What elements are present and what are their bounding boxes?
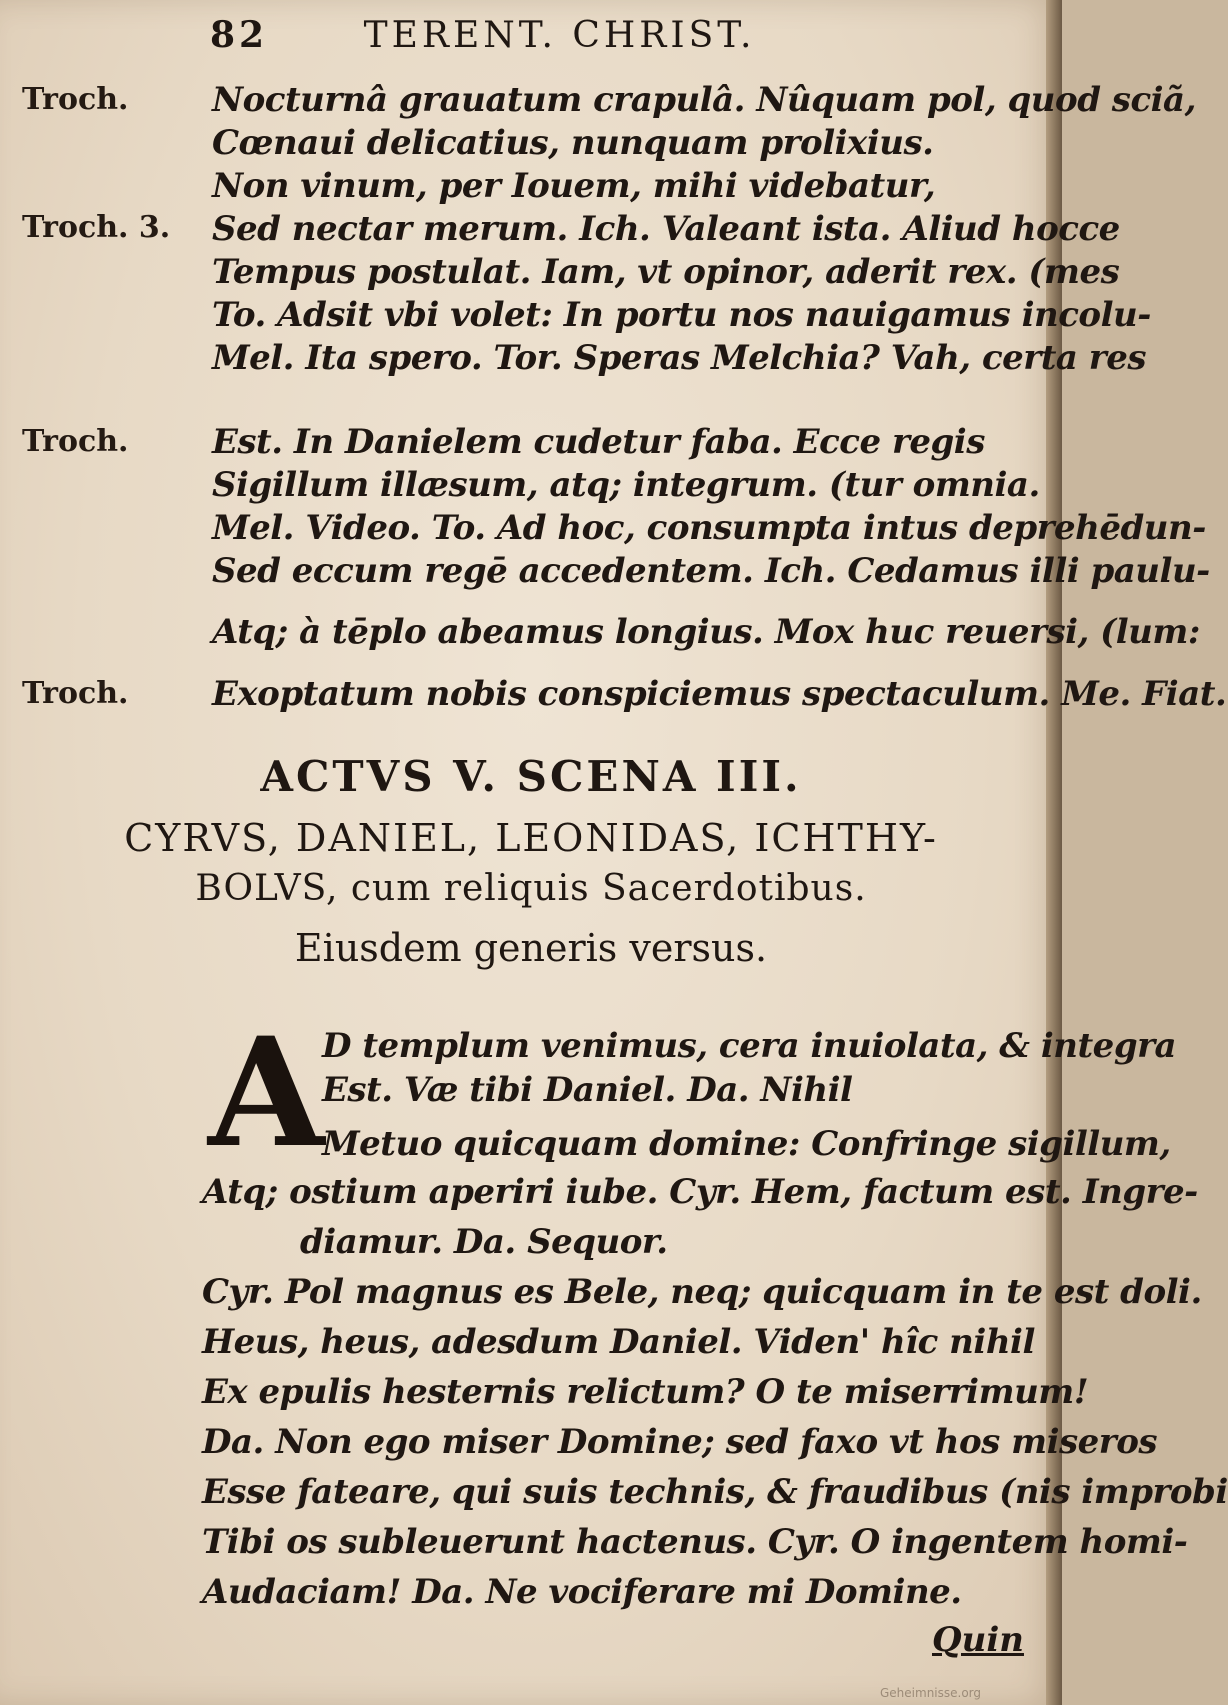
- verse-line: Est. Væ tibi Daniel. Da. Nihil: [322, 1070, 853, 1110]
- verse-line: Cœnaui delicatius, nunquam prolixius.: [212, 123, 934, 163]
- act-scene-title: ACTVS V. SCENA III.: [260, 752, 802, 801]
- margin-note: Troch. 3.: [22, 210, 171, 245]
- running-header: [210, 14, 850, 56]
- verse-line: diamur. Da. Sequor.: [300, 1222, 668, 1262]
- verse-line: Sigillum illæsum, atq; integrum. (tur omnia.: [212, 465, 1040, 505]
- drop-cap-initial: A: [208, 1005, 325, 1181]
- verse-line: Mel. Ita spero. Tor. Speras Melchia? Vah, certa res: [212, 338, 1146, 378]
- verse-line: Cyr. Pol magnus es Bele, neq; quicquam in te est doli.: [202, 1272, 1202, 1312]
- verse-line: Audaciam! Da. Ne vociferare mi Domine.: [202, 1572, 962, 1612]
- verse-line: Est. In Danielem cudetur faba. Ecce regis: [212, 422, 985, 462]
- verse-line: Mel. Video. To. Ad hoc, consumpta intus deprehēdun-: [212, 508, 1206, 548]
- dramatis-personae-line-1: CYRVS, DANIEL, LEONIDAS, ICHTHY-: [124, 816, 938, 860]
- verse-line: Atq; à tēplo abeamus longius. Mox huc reuersi, (lum:: [212, 612, 1200, 652]
- library-watermark: Geheimnisse.org: [880, 1686, 982, 1700]
- verse-line: Exoptatum nobis conspiciemus spectaculum. Me. Fiat.: [212, 674, 1227, 714]
- verse-meter-note: Eiusdem generis versus.: [294, 926, 768, 970]
- running-title: TERENT. CHRIST.: [363, 15, 756, 56]
- margin-note: Troch.: [22, 82, 129, 117]
- verse-line: D templum venimus, cera inuiolata, & integra: [322, 1026, 1177, 1066]
- margin-note: Troch.: [22, 424, 129, 459]
- page-number: 82: [210, 14, 269, 56]
- catchword: Quin: [932, 1620, 1024, 1660]
- verse-line: Heus, heus, adesdum Daniel. Viden' hîc nihil: [202, 1322, 1035, 1362]
- verse-line: Nocturnâ grauatum crapulâ. Nûquam pol, quod sciã,: [212, 80, 1196, 120]
- verse-line: Ex epulis hesternis relictum? O te miserrimum!: [202, 1372, 1089, 1412]
- verse-line: Tempus postulat. Iam, vt opinor, aderit rex. (mes: [212, 252, 1120, 292]
- verse-line: Non vinum, per Iouem, mihi videbatur,: [212, 166, 936, 206]
- verse-line: Sed eccum regē accedentem. Ich. Cedamus illi paulu-: [212, 551, 1210, 591]
- verse-line: Esse fateare, qui suis technis, & fraudibus (nis improbi: [202, 1472, 1228, 1512]
- verse-line: Metuo quicquam domine: Confringe sigillum,: [322, 1124, 1171, 1164]
- dramatis-personae-line-2: BOLVS, cum reliquis Sacerdotibus.: [195, 868, 867, 909]
- verse-line: To. Adsit vbi volet: In portu nos nauigamus incolu-: [212, 295, 1151, 335]
- verse-line: Atq; ostium aperiri iube. Cyr. Hem, factum est. Ingre-: [202, 1172, 1198, 1212]
- verse-line: Sed nectar merum. Ich. Valeant ista. Aliud hocce: [212, 209, 1120, 249]
- verse-line: Tibi os subleuerunt hactenus. Cyr. O ingentem homi-: [202, 1522, 1188, 1562]
- margin-note: Troch.: [22, 676, 129, 711]
- verse-line: Da. Non ego miser Domine; sed faxo vt hos miseros: [202, 1422, 1158, 1462]
